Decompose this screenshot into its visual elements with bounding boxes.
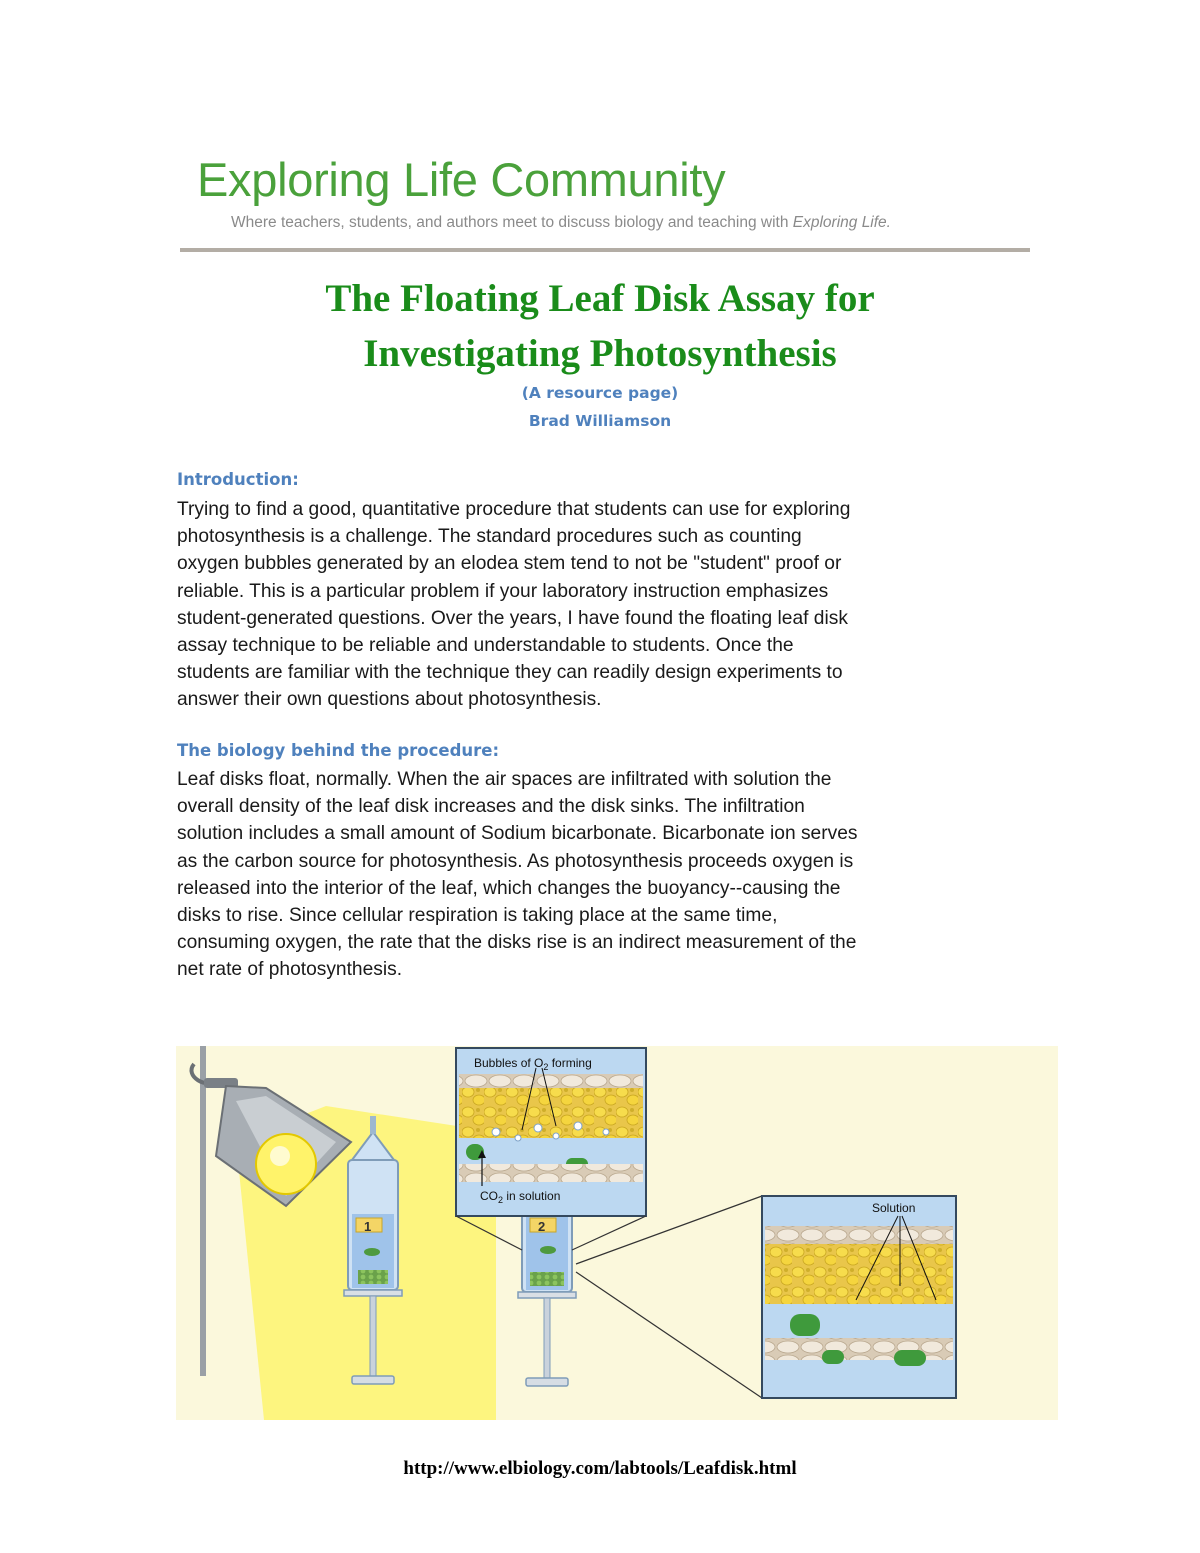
- document-author: Brad Williamson: [528, 412, 672, 430]
- biology-heading: The biology behind the procedure:: [177, 741, 500, 760]
- paragraph-line: disks to rise. Since cellular respiration is taking place at the same time,: [177, 905, 778, 927]
- paragraph-line: Leaf disks float, normally. When the air spaces are infiltrated with solution the: [177, 769, 832, 790]
- syringe-1-label: 1: [364, 1219, 372, 1234]
- introduction-heading: Introduction:: [177, 470, 299, 489]
- paragraph-line: net rate of photosynthesis.: [177, 959, 403, 981]
- document-title-line1: The Floating Leaf Disk Assay for: [325, 277, 875, 320]
- document-subtitle: (A resource page): [521, 384, 679, 402]
- solution-label: Solution: [872, 1201, 916, 1215]
- paragraph-line: released into the interior of the leaf, which changes the buoyancy--causing the: [177, 877, 841, 899]
- paragraph-line: reliable. This is a particular problem if your laboratory instruction emphasizes: [177, 580, 829, 602]
- leaf-disk-illustration: [176, 1046, 1058, 1420]
- paragraph-line: student-generated questions. Over the years, I have found the floating leaf disk: [177, 607, 848, 629]
- paragraph-line: oxygen bubbles generated by an elodea stem tend to not be "student" proof or: [177, 553, 842, 575]
- paragraph-line: Trying to find a good, quantitative procedure that students can use for exploring: [177, 499, 851, 520]
- paragraph-line: solution includes a small amount of Sodium bicarbonate. Bicarbonate ion serves: [177, 823, 858, 845]
- introduction-paragraph: [177, 496, 1037, 714]
- paragraph-line: photosynthesis is a challenge. The standard procedures such as counting: [177, 526, 802, 548]
- biology-paragraph: [177, 766, 1037, 984]
- banner-tagline: [231, 214, 891, 232]
- syringe-2-label: 2: [538, 1219, 546, 1234]
- illustration-svg: [176, 1046, 1058, 1420]
- bubbles-label: Bubbles of $O_2$ forming: [474, 1056, 592, 1072]
- tagline-italic: Exploring Life.: [792, 214, 891, 231]
- co2-label: $CO_2$ in solution: [480, 1189, 561, 1205]
- banner-divider: [180, 248, 1030, 252]
- paragraph-line: answer their own questions about photosynthesis.: [177, 689, 602, 711]
- paragraph-line: students are familiar with the technique they can readily design experiments to: [177, 662, 843, 684]
- paragraph-line: as the carbon source for photosynthesis. As photosynthesis proceeds oxygen is: [177, 850, 854, 872]
- paragraph-line: consuming oxygen, the rate that the disks rise is an indirect measurement of the: [177, 932, 857, 954]
- leaf-cross-section-right: [762, 1196, 956, 1398]
- paragraph-line: overall density of the leaf disk increases and the disk sinks. The infiltration: [177, 796, 805, 818]
- paragraph-line: assay technique to be reliable and understandable to students. Once the: [177, 635, 794, 657]
- footer-url: http://www.elbiology.com/labtools/Leafdisk.html: [403, 1458, 797, 1479]
- tagline-text: Where teachers, students, and authors meet to discuss biology and teaching with: [231, 214, 793, 231]
- document-title-line2: Investigating Photosynthesis: [363, 332, 837, 375]
- banner-title: Exploring Life Community: [197, 153, 726, 206]
